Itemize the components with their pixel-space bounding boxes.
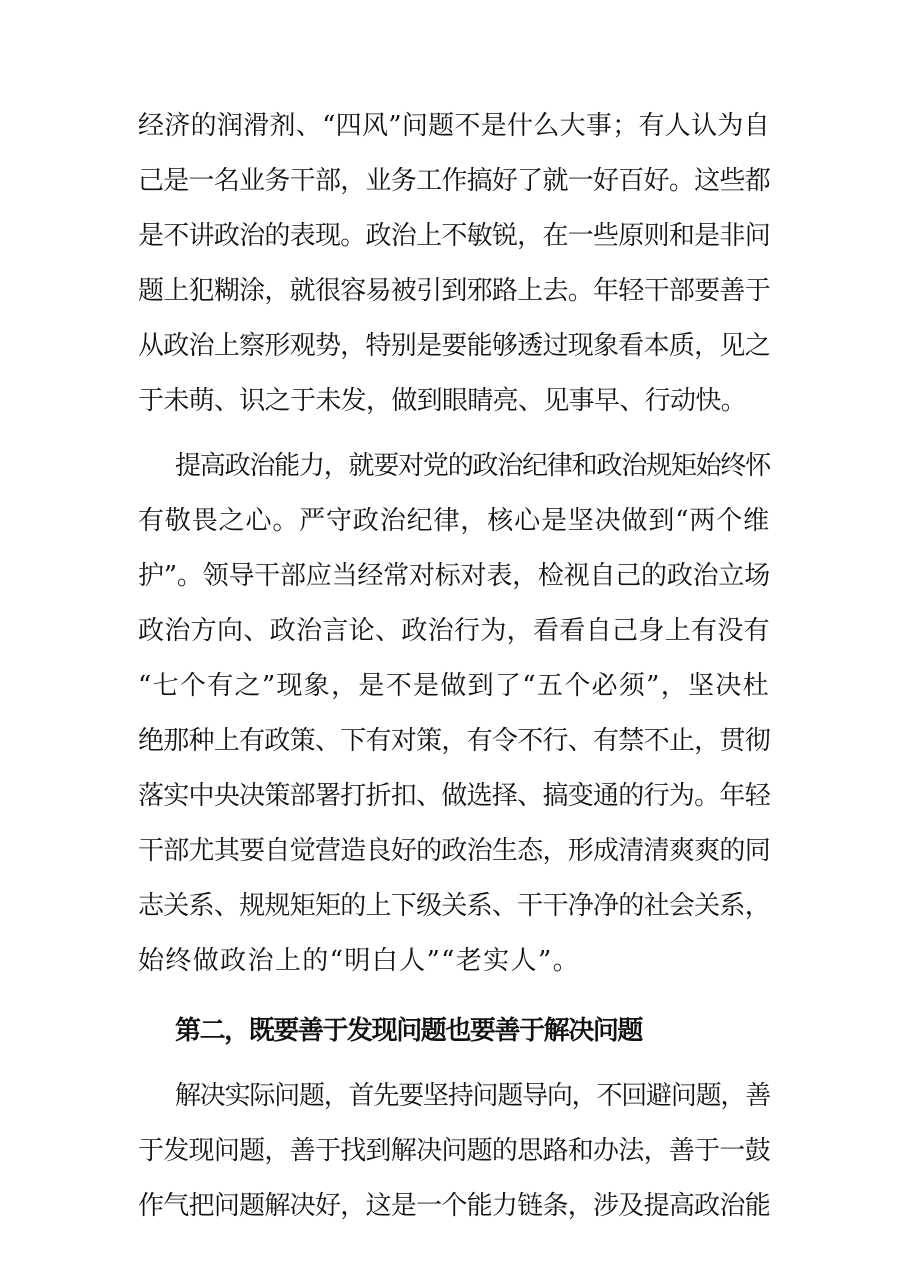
- paragraph-line: “七个有之”现象，是不是做到了“五个必须”，坚决杜: [138, 671, 770, 701]
- paragraph-line: 经济的润滑剂、“四风”问题不是什么大事；有人认为自: [138, 111, 770, 141]
- paragraph-line: 干部尤其要自觉营造良好的政治生态，形成清清爽爽的同: [138, 836, 770, 866]
- paragraph-line: 护”。领导干部应当经常对标对表，检视自己的政治立场: [138, 561, 770, 591]
- paragraph-line: 己是一名业务干部，业务工作搞好了就一好百好。这些都: [138, 166, 770, 196]
- section-heading: 第二，既要善于发现问题也要善于解决问题: [175, 1016, 642, 1046]
- paragraph-line: 解决实际问题，首先要坚持问题导向，不回避问题，善: [175, 1081, 770, 1111]
- paragraph-line: 题上犯糊涂，就很容易被引到邪路上去。年轻干部要善于: [138, 276, 770, 306]
- paragraph-line: 政治方向、政治言论、政治行为，看看自己身上有没有: [138, 616, 770, 646]
- paragraph-line: 作气把问题解决好，这是一个能力链条，涉及提高政治能: [138, 1191, 770, 1221]
- paragraph-line: 是不讲政治的表现。政治上不敏锐，在一些原则和是非问: [138, 221, 770, 251]
- paragraph-line: 于未萌、识之于未发，做到眼睛亮、见事早、行动快。: [138, 386, 746, 416]
- paragraph-line: 提高政治能力，就要对党的政治纪律和政治规矩始终怀: [175, 451, 770, 481]
- paragraph-line: 绝那种上有政策、下有对策，有令不行、有禁不止，贯彻: [138, 726, 770, 756]
- paragraph-line: 于发现问题，善于找到解决问题的思路和办法，善于一鼓: [138, 1136, 770, 1166]
- paragraph-line: 有敬畏之心。严守政治纪律，核心是坚决做到“两个维: [138, 506, 771, 536]
- paragraph-line: 从政治上察形观势，特别是要能够透过现象看本质，见之: [138, 331, 770, 361]
- paragraph-line: 志关系、规规矩矩的上下级关系、干干净净的社会关系，: [138, 891, 770, 921]
- paragraph-line: 落实中央决策部署打折扣、做选择、搞变通的行为。年轻: [138, 781, 770, 811]
- paragraph-line: 始终做政治上的“明白人”“老实人”。: [138, 946, 580, 976]
